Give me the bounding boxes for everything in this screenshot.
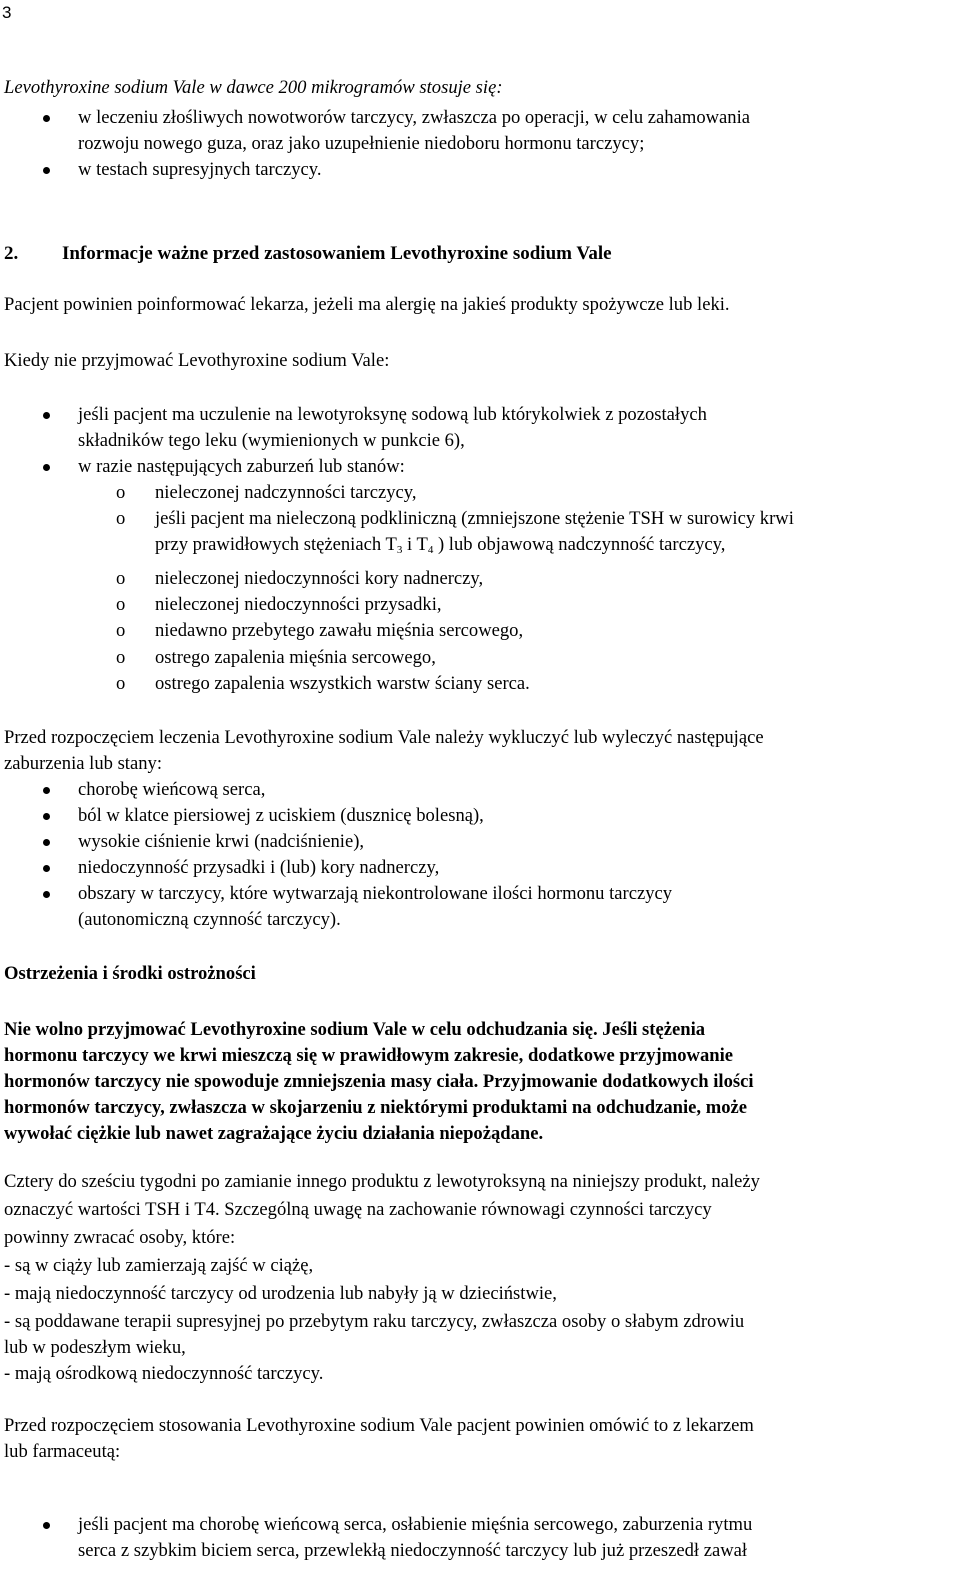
contra-sub-2-cont: przy prawidłowych stężeniach $T_3$ i $T_4$ ) lub objawową nadczynność tarczycy, <box>155 534 726 556</box>
warning-line-4: hormonów tarczycy, zwłaszcza w skojarzeniu z niektórymi produktami na odchudzanie, może <box>4 1097 748 1118</box>
contra-sub-7: ostrego zapalenia wszystkich warstw ściany serca. <box>155 673 530 694</box>
bullet-icon <box>43 1522 50 1529</box>
circle-marker: o <box>116 673 126 694</box>
bullet-icon <box>43 464 50 471</box>
section-title: Informacje ważne przed zastosowaniem Levothyroxine sodium Vale <box>62 243 612 264</box>
monitoring-line-1: Cztery do sześciu tygodni po zamianie innego produktu z lewotyroksyną na niniejszy produkt, należy <box>4 1171 760 1192</box>
contra-item-1: jeśli pacjent ma uczulenie na lewotyroksynę sodową lub którykolwiek z pozostałych <box>78 404 707 425</box>
monitoring-line-2: oznaczyć wartości TSH i T4. Szczególną uwagę na zachowanie równowagi czynności tarczycy <box>4 1199 712 1220</box>
before-item-4: niedoczynność przysadki i (lub) kory nadnerczy, <box>78 857 440 878</box>
monitoring-line-6: - są poddawane terapii supresyjnej po przebytym raku tarczycy, zwłaszcza osoby o słabym zdrowiu <box>4 1311 745 1332</box>
contra-sub-1: nieleczonej nadczynności tarczycy, <box>155 482 417 503</box>
monitoring-line-7: lub w podeszłym wieku, <box>4 1337 186 1358</box>
warning-line-1: Nie wolno przyjmować Levothyroxine sodium Vale w celu odchudzania się. Jeśli stężenia <box>4 1019 706 1040</box>
warning-line-3: hormonów tarczycy nie spowoduje zmniejszenia masy ciała. Przyjmowanie dodatkowych ilości <box>4 1071 754 1092</box>
bullet-icon <box>43 787 50 794</box>
bullet-icon <box>43 839 50 846</box>
section-number: 2. <box>4 243 19 264</box>
intro-item-2: w testach supresyjnych tarczycy. <box>78 159 322 180</box>
monitoring-line-8: - mają ośrodkową niedoczynność tarczycy. <box>4 1363 324 1384</box>
intro-heading: Levothyroxine sodium Vale w dawce 200 mikrogramów stosuje się: <box>4 77 503 98</box>
bullet-icon <box>43 865 50 872</box>
contra-item-2: w razie następujących zaburzeń lub stanów: <box>78 456 405 477</box>
monitoring-line-4: - są w ciąży lub zamierzają zajść w ciążę, <box>4 1255 314 1276</box>
intro-item-1-cont: rozwoju nowego guza, oraz jako uzupełnienie niedoboru hormonu tarczycy; <box>78 133 645 154</box>
consult-item-1: jeśli pacjent ma chorobę wieńcową serca, osłabienie mięśnia sercowego, zaburzenia rytmu <box>78 1514 753 1535</box>
circle-marker: o <box>116 568 126 589</box>
intro-item-1: w leczeniu złośliwych nowotworów tarczycy, zwłaszcza po operacji, w celu zahamowania <box>78 107 751 128</box>
page-number: 3 <box>2 3 12 22</box>
contra-sub-5: niedawno przebytego zawału mięśnia sercowego, <box>155 620 524 641</box>
allergy-line: Pacjent powinien poinformować lekarza, jeżeli ma alergię na jakieś produkty spożywcze lub leki. <box>4 294 730 315</box>
circle-marker: o <box>116 482 126 503</box>
bullet-icon <box>43 813 50 820</box>
bullet-icon <box>43 115 50 122</box>
before-item-5-cont: (autonomiczną czynność tarczycy). <box>78 909 341 930</box>
before-item-2: ból w klatce piersiowej z uciskiem (dusznicę bolesną), <box>78 805 484 826</box>
contra-sub-3: nieleczonej niedoczynności kory nadnerczy, <box>155 568 484 589</box>
contra-sub-4: nieleczonej niedoczynności przysadki, <box>155 594 442 615</box>
circle-marker: o <box>116 647 126 668</box>
circle-marker: o <box>116 594 126 615</box>
consult-line-2: lub farmaceutą: <box>4 1441 121 1462</box>
warning-line-2: hormonu tarczycy we krwi mieszczą się w prawidłowym zakresie, dodatkowe przyjmowanie <box>4 1045 734 1066</box>
before-item-5: obszary w tarczycy, które wytwarzają niekontrolowane ilości hormonu tarczycy <box>78 883 673 904</box>
before-item-3: wysokie ciśnienie krwi (nadciśnienie), <box>78 831 365 852</box>
circle-marker: o <box>116 620 126 641</box>
bullet-icon <box>43 412 50 419</box>
when-not-heading: Kiedy nie przyjmować Levothyroxine sodium Vale: <box>4 350 390 371</box>
contra-sub-6: ostrego zapalenia mięśnia sercowego, <box>155 647 436 668</box>
warning-line-5: wywołać ciężkie lub nawet zagrażające życiu działania niepożądane. <box>4 1123 544 1144</box>
contra-sub-2: jeśli pacjent ma nieleczoną podkliniczną (zmniejszone stężenie TSH w surowicy krwi <box>155 508 794 529</box>
monitoring-line-3: powinny zwracać osoby, które: <box>4 1227 236 1248</box>
warnings-heading: Ostrzeżenia i środki ostrożności <box>4 963 256 984</box>
before-item-1: chorobę wieńcową serca, <box>78 779 266 800</box>
monitoring-line-5: - mają niedoczynność tarczycy od urodzenia lub nabyły ją w dzieciństwie, <box>4 1283 557 1304</box>
bullet-icon <box>43 167 50 174</box>
circle-marker: o <box>116 508 126 529</box>
consult-line-1: Przed rozpoczęciem stosowania Levothyroxine sodium Vale pacjent powinien omówić to z lekarzem <box>4 1415 754 1436</box>
bullet-icon <box>43 891 50 898</box>
before-line-1: Przed rozpoczęciem leczenia Levothyroxine sodium Vale należy wykluczyć lub wyleczyć następujące <box>4 727 764 748</box>
contra-item-1-cont: składników tego leku (wymienionych w punkcie 6), <box>78 430 465 451</box>
before-line-2: zaburzenia lub stany: <box>4 753 162 774</box>
consult-item-1-cont: serca z szybkim biciem serca, przewlekłą niedoczynność tarczycy lub już przeszedł zawał <box>78 1540 748 1561</box>
